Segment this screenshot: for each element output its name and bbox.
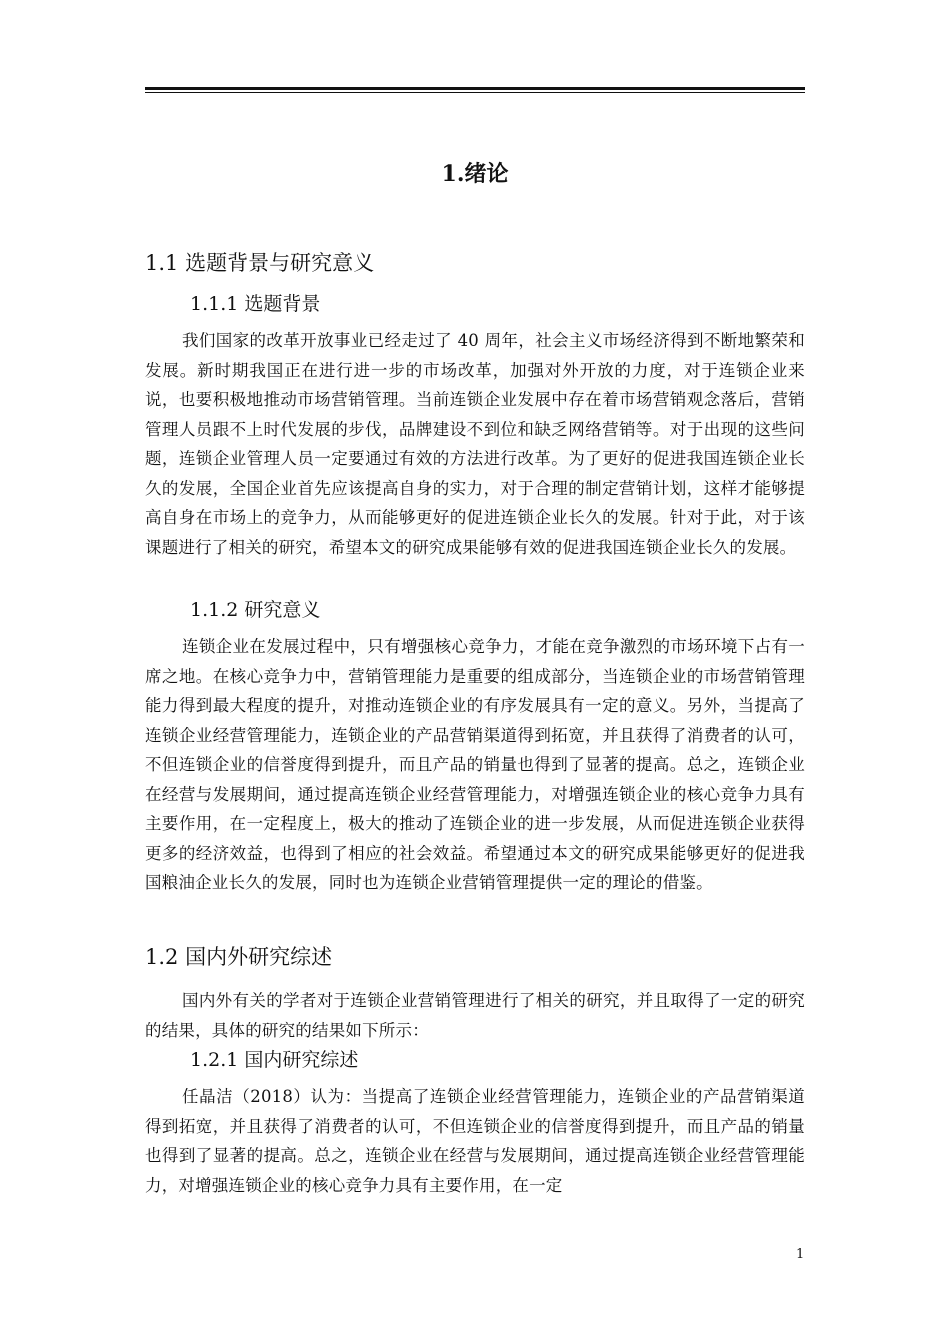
paragraph-domestic-review: 任晶洁（2018）认为：当提高了连锁企业经营管理能力，连锁企业的产品营销渠道得到拓宽，并且获得了消费者的认可，不但连锁企业的信誉度得到提升，而且产品的销量也得到了显著的提高。总之，连锁企业在经营与发展期间，通过提高连锁企业经营管理能力，对增强连锁企业的核心竞争力具有主要作用，在一定 [145, 1087, 805, 1195]
subsection-heading-1-2-1: 1.2.1 国内研究综述 [190, 1049, 359, 1071]
section-heading-1-1: 1.1 选题背景与研究意义 [145, 251, 375, 275]
header-rule-thin [145, 92, 805, 93]
paragraph-background: 我们国家的改革开放事业已经走过了 40 周年，社会主义市场经济得到不断地繁荣和发展。新时期我国正在进行进一步的市场改革，加强对外开放的力度，对于连锁企业来说，也要积极地推动市场营销管理。当前连锁企业发展中存在着市场营销观念落后，营销管理人员跟不上时代发展的步伐，品牌建设不到位和缺乏网络营销等。对于出现的这些问题，连锁企业管理人员一定要通过有效的方法进行改革。为了更好的促进我国连锁企业长久的发展，全国企业首先应该提高自身的实力，对于合理的制定营销计划，这样才能够提高自身在市场上的竞争力，从而能够更好的促进连锁企业长久的发展。针对于此，对于该课题进行了相关的研究，希望本文的研究成果能够有效的促进我国连锁企业长久的发展。 [145, 331, 805, 557]
paragraph-significance: 连锁企业在发展过程中，只有增强核心竞争力，才能在竞争激烈的市场环境下占有一席之地。在核心竞争力中，营销管理能力是重要的组成部分，当连锁企业的市场营销管理能力得到最大程度的提升，对推动连锁企业的有序发展具有一定的意义。另外，当提高了连锁企业经营管理能力，连锁企业的产品营销渠道得到拓宽，并且获得了消费者的认可，不但连锁企业的信誉度得到提升，而且产品的销量也得到了显著的提高。总之，连锁企业在经营与发展期间，通过提高连锁企业经营管理能力，对增强连锁企业的核心竞争力具有主要作用，在一定程度上，极大的推动了连锁企业的进一步发展，从而促进连锁企业获得更多的经济效益，也得到了相应的社会效益。希望通过本文的研究成果能够更好的促进我国粮油企业长久的发展，同时也为连锁企业营销管理提供一定的理论的借鉴。 [145, 637, 805, 892]
subsection-heading-1-1-2: 1.1.2 研究意义 [190, 599, 321, 621]
header-rule-thick [145, 87, 805, 90]
subsection-heading-1-1-1: 1.1.1 选题背景 [190, 293, 321, 315]
chapter-title: 1.绪论 [441, 161, 509, 187]
page-number: 1 [796, 1247, 805, 1262]
paragraph-review-intro: 国内外有关的学者对于连锁企业营销管理进行了相关的研究，并且取得了一定的研究的结果，具体的研究的结果如下所示： [145, 991, 805, 1040]
section-heading-1-2: 1.2 国内外研究综述 [145, 945, 333, 969]
